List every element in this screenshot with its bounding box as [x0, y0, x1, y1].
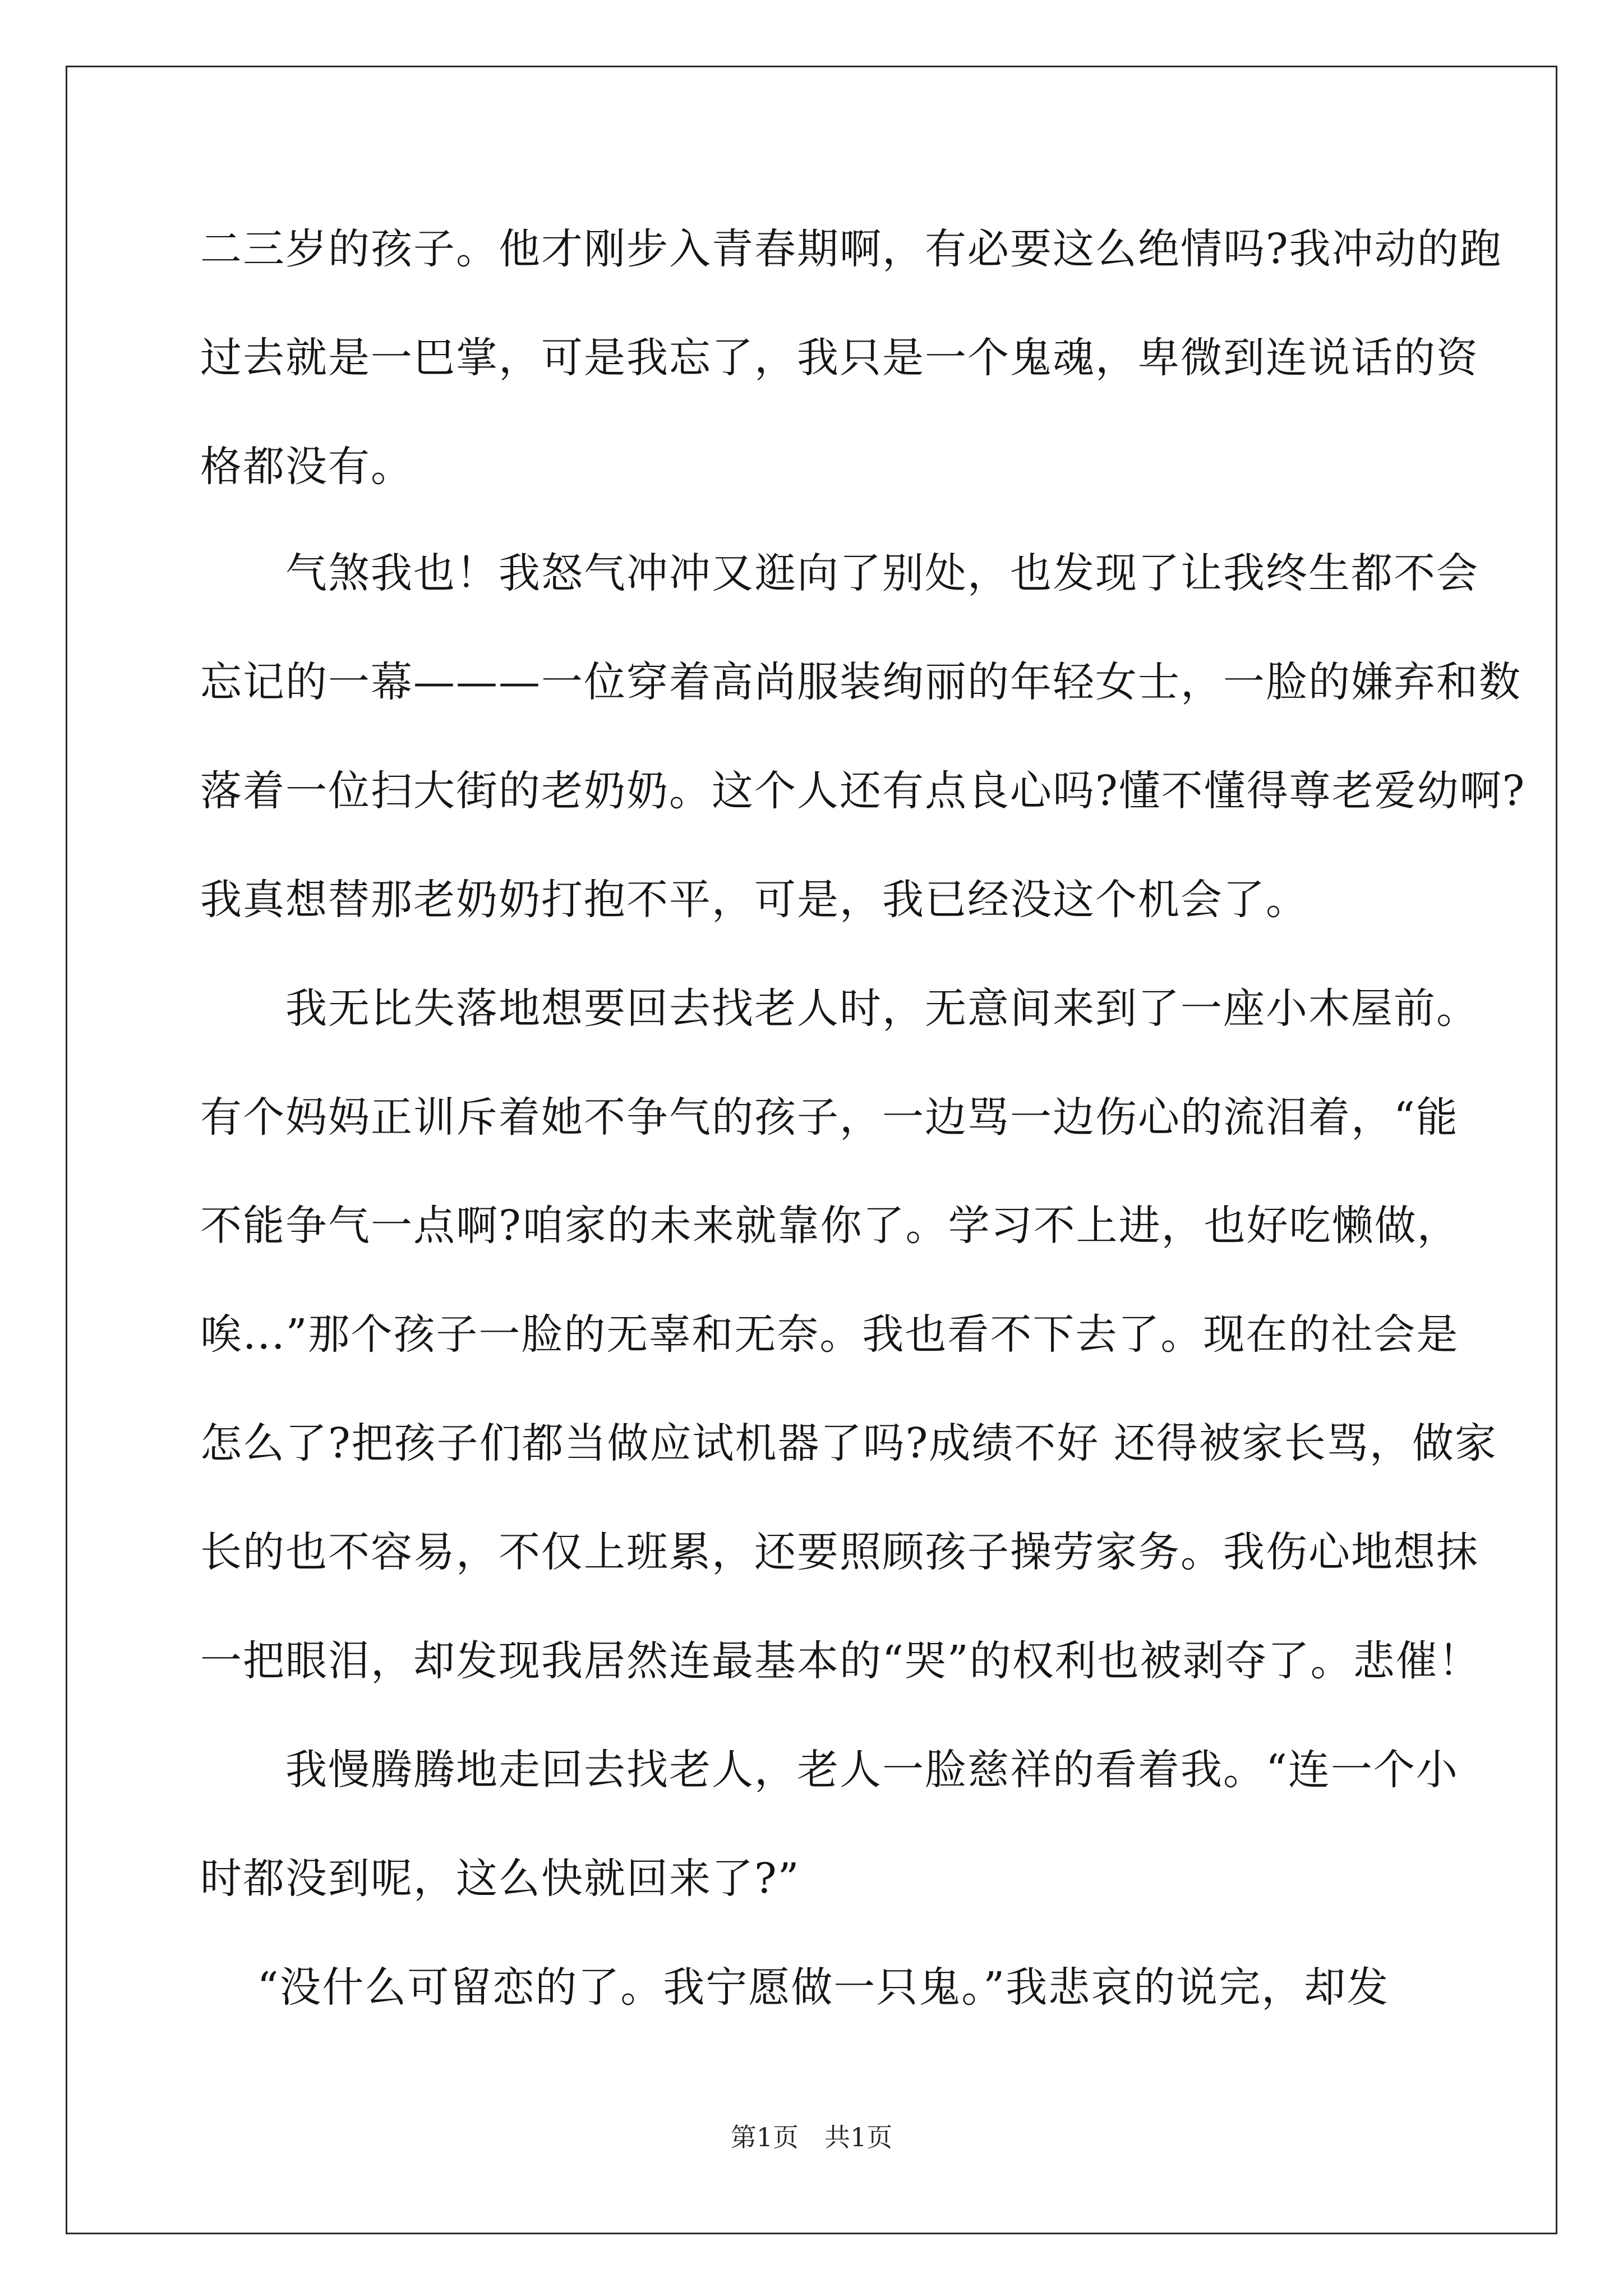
text-line-13: 长的也不容易，不仅上班累，还要照顾孩子操劳家务。我伤心地想抹 [200, 1528, 1479, 1576]
text-line-6: 落着一位扫大街的老奶奶。这个人还有点良心吗?懂不懂得尊老爱幼啊? [200, 767, 1526, 815]
text-line-14: 一把眼泪，却发现我居然连最基本的“哭”的权利也被剥夺了。悲催！ [200, 1637, 1481, 1685]
text-line-4: 气煞我也！我怒气冲冲又逛向了别处，也发现了让我终生都不会 [200, 549, 1479, 597]
text-line-15: 我慢腾腾地走回去找老人，老人一脸慈祥的看着我。“连一个小 [200, 1746, 1459, 1794]
page-border [66, 66, 1557, 2234]
text-line-3: 格都没有。 [200, 443, 413, 491]
text-line-2: 过去就是一巴掌，可是我忘了，我只是一个鬼魂，卑微到连说话的资 [200, 334, 1479, 382]
text-line-11: 唉...”那个孩子一脸的无辜和无奈。我也看不下去了。现在的社会是 [200, 1310, 1459, 1359]
text-line-12: 怎么了?把孩子们都当做应试机器了吗?成绩不好 还得被家长骂，做家 [200, 1419, 1497, 1467]
text-line-16: 时都没到呢，这么快就回来了?” [200, 1855, 800, 1903]
text-line-8: 我无比失落地想要回去找老人时，无意间来到了一座小木屋前。 [200, 984, 1479, 1033]
text-line-1: 二三岁的孩子。他才刚步入青春期啊，有必要这么绝情吗?我冲动的跑 [200, 225, 1502, 273]
text-line-7: 我真想替那老奶奶打抱不平，可是，我已经没这个机会了。 [200, 876, 1308, 924]
text-line-9: 有个妈妈正训斥着她不争气的孩子，一边骂一边伤心的流泪着，“能 [200, 1093, 1459, 1142]
page-number-footer: 第1页 共1页 [730, 2122, 893, 2152]
text-line-10: 不能争气一点啊?咱家的未来就靠你了。学习不上进，也好吃懒做， [200, 1202, 1460, 1250]
text-line-17: “没什么可留恋的了。我宁愿做一只鬼。”我悲哀的说完，却发 [200, 1963, 1390, 2012]
text-line-5: 忘记的一幕———一位穿着高尚服装绚丽的年轻女士，一脸的嫌弃和数 [200, 658, 1521, 706]
